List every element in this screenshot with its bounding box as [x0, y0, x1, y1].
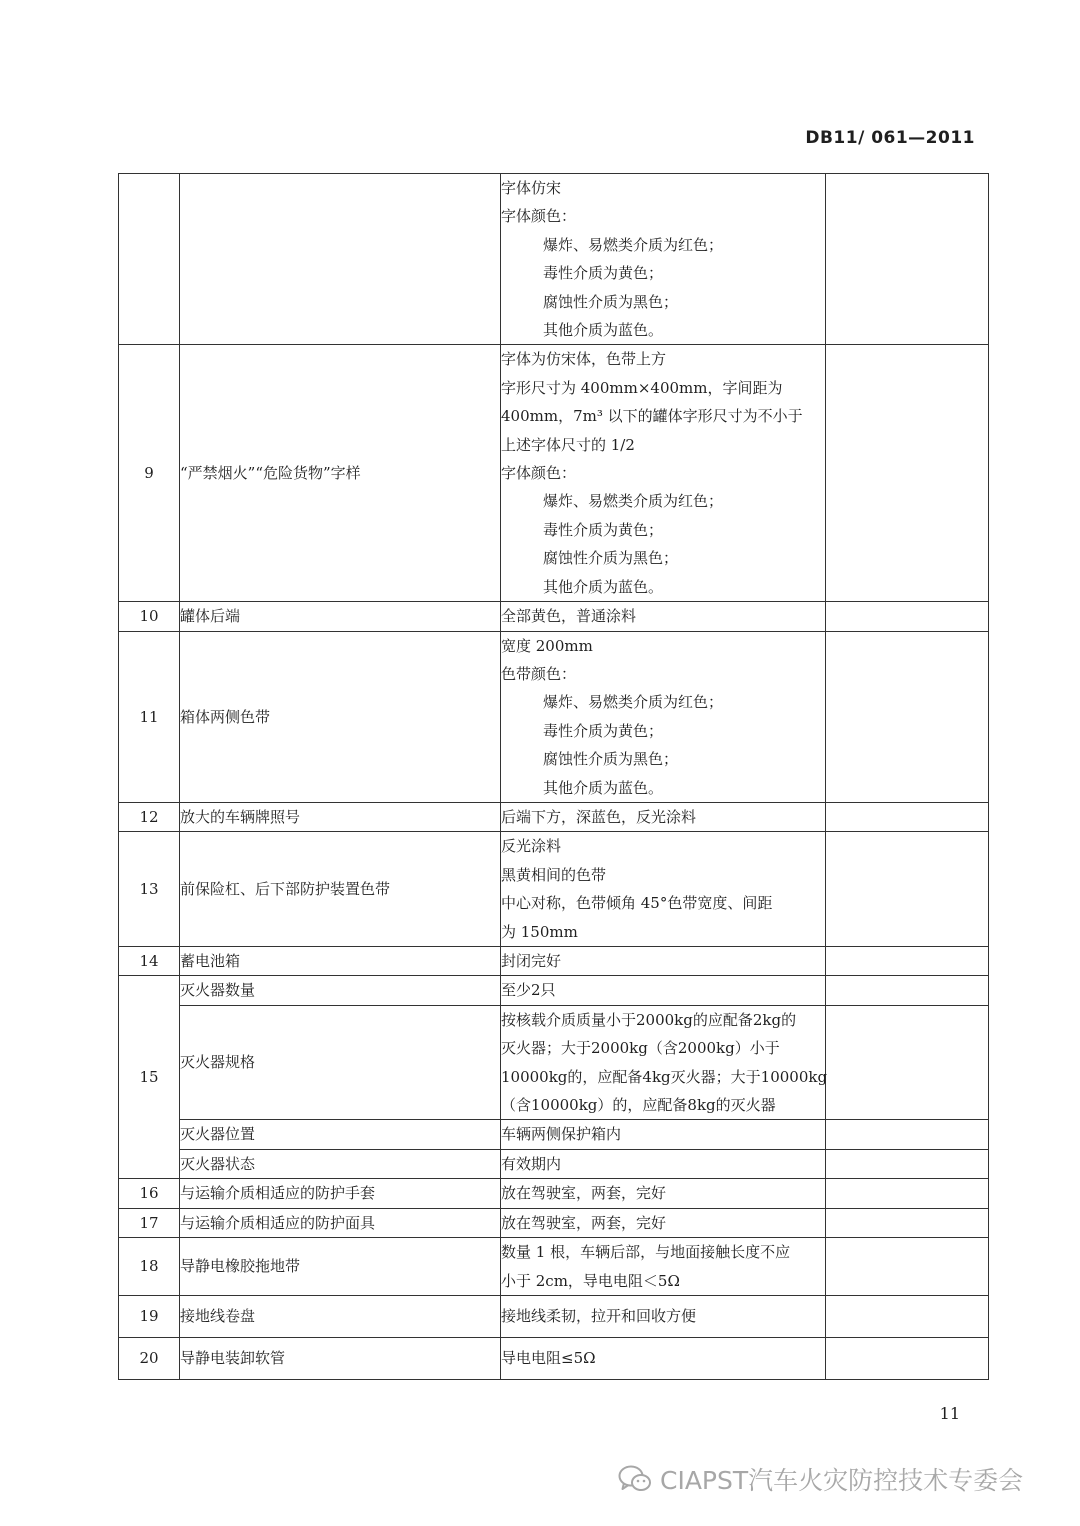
- requirement-line: 放在驾驶室，两套，完好: [501, 1184, 667, 1203]
- requirement-cell: [501, 602, 826, 631]
- watermark-text: CIAPST汽车火灾防控技术专委会: [660, 1466, 1024, 1495]
- requirement-line: 黑黄相间的色带: [501, 865, 607, 884]
- row-number-cell: 11: [119, 631, 180, 802]
- requirement-cell: [501, 946, 826, 975]
- remarks-cell: [826, 1238, 989, 1296]
- requirement-line: 数量 1 根，车辆后部，与地面接触长度不应: [501, 1243, 791, 1262]
- remarks-cell: [826, 345, 989, 602]
- table-row: [119, 1120, 989, 1149]
- row-number-cell: 9: [119, 345, 180, 602]
- requirement-cell: [501, 1238, 826, 1296]
- requirement-cell: [501, 1120, 826, 1149]
- item-cell: 蓄电池箱: [180, 946, 501, 975]
- table-row: [119, 1208, 989, 1237]
- requirement-cell: [501, 832, 826, 947]
- remarks-cell: [826, 802, 989, 831]
- requirement-cell: [501, 631, 826, 802]
- item-cell: 灭火器位置: [180, 1120, 501, 1149]
- remarks-cell: [826, 1296, 989, 1338]
- requirement-line: 爆炸、易燃类介质为红色；: [543, 492, 724, 511]
- requirement-line: 字形尺寸为 400mm×400mm，字间距为: [501, 378, 783, 397]
- table-row: [119, 802, 989, 831]
- item-cell: 箱体两侧色带: [180, 631, 501, 802]
- requirement-line: 字体仿宋: [501, 179, 562, 197]
- requirement-cell: [501, 1296, 826, 1338]
- requirement-cell: [501, 1338, 826, 1380]
- remarks-cell: [826, 631, 989, 802]
- item-cell: 导静电装卸软管: [180, 1338, 501, 1380]
- requirement-line: 接地线柔韧，拉开和回收方便: [501, 1307, 697, 1326]
- requirement-line: 封闭完好: [501, 951, 562, 970]
- remarks-cell: [826, 174, 989, 345]
- item-cell: 放大的车辆牌照号: [180, 802, 501, 831]
- requirement-line: 字体为仿宋体，色带上方: [501, 350, 667, 369]
- row-number-cell: 12: [119, 802, 180, 831]
- table-row: [119, 976, 989, 1005]
- remarks-cell: [826, 976, 989, 1005]
- table-row: [119, 832, 989, 947]
- remarks-cell: [826, 832, 989, 947]
- remarks-cell: [826, 946, 989, 975]
- requirement-line: 车辆两侧保护箱内: [501, 1125, 622, 1144]
- remarks-cell: [826, 1338, 989, 1380]
- requirement-cell: [501, 1208, 826, 1237]
- item-cell: 罐体后端: [180, 602, 501, 631]
- row-number-cell: 10: [119, 602, 180, 631]
- row-number-cell: 16: [119, 1179, 180, 1208]
- requirement-line: 毒性介质为黄色；: [543, 721, 664, 740]
- wechat-icon: [618, 1464, 652, 1494]
- document-code: DB11/ 061—2011: [805, 128, 975, 148]
- remarks-cell: [826, 602, 989, 631]
- requirement-line: 中心对称，色带倾角 45°色带宽度、间距: [501, 894, 773, 913]
- table-row: [119, 1179, 989, 1208]
- item-cell: “严禁烟火”“危险货物”字样: [180, 345, 501, 602]
- requirement-line: 全部黄色，普通涂料: [501, 607, 637, 626]
- item-cell: 与运输介质相适应的防护面具: [180, 1208, 501, 1237]
- row-number-cell: 18: [119, 1238, 180, 1296]
- table-row: [119, 1238, 989, 1296]
- requirement-line: 字体颜色：: [501, 464, 577, 483]
- table-row: [119, 1338, 989, 1380]
- requirement-line: 宽度 200mm: [501, 636, 593, 655]
- table-row: [119, 631, 989, 802]
- requirement-cell: [501, 174, 826, 345]
- requirement-line: 放在驾驶室，两套，完好: [501, 1213, 667, 1232]
- table-row: [119, 174, 989, 345]
- requirement-line: 400mm，7m³ 以下的罐体字形尺寸为不小于: [501, 407, 803, 426]
- item-cell: 导静电橡胶拖地带: [180, 1238, 501, 1296]
- requirement-line: 10000kg的，应配备4kg灭火器；大于10000kg: [501, 1067, 828, 1086]
- requirement-line: 至少2只: [501, 981, 556, 1000]
- item-cell: 前保险杠、后下部防护装置色带: [180, 832, 501, 947]
- requirement-line: 小于 2cm，导电电阻＜5Ω: [501, 1271, 680, 1290]
- requirement-cell: [501, 1149, 826, 1178]
- table-row: [119, 602, 989, 631]
- requirement-line: 上述字体尺寸的 1/2: [501, 435, 635, 454]
- requirement-line: 毒性介质为黄色；: [543, 520, 664, 539]
- row-number-cell: 15: [119, 976, 180, 1179]
- remarks-cell: [826, 1120, 989, 1149]
- requirement-line: 其他介质为蓝色。: [543, 778, 664, 797]
- requirement-cell: [501, 1005, 826, 1120]
- requirement-line: 腐蚀性介质为黑色；: [543, 292, 679, 311]
- requirement-line: 后端下方，深蓝色，反光涂料: [501, 807, 697, 826]
- table-row: [119, 345, 989, 602]
- requirement-line: 色带颜色：: [501, 664, 577, 683]
- remarks-cell: [826, 1208, 989, 1237]
- item-cell: [180, 174, 501, 345]
- row-number-cell: 19: [119, 1296, 180, 1338]
- row-number-cell: 14: [119, 946, 180, 975]
- row-number-cell: 13: [119, 832, 180, 947]
- requirement-line: 爆炸、易燃类介质为红色；: [543, 235, 724, 254]
- item-cell: 灭火器数量: [180, 976, 501, 1005]
- requirement-line: （含10000kg）的，应配备8kg的灭火器: [501, 1096, 776, 1114]
- requirement-line: 其他介质为蓝色。: [543, 321, 664, 340]
- item-cell: 灭火器状态: [180, 1149, 501, 1178]
- requirement-line: 爆炸、易燃类介质为红色；: [543, 693, 724, 712]
- page-number: 11: [939, 1404, 960, 1423]
- remarks-cell: [826, 1149, 989, 1178]
- row-number-cell: 17: [119, 1208, 180, 1237]
- requirement-line: 按核载介质质量小于2000kg的应配备2kg的: [501, 1010, 797, 1029]
- requirement-cell: [501, 1179, 826, 1208]
- requirement-line: 灭火器；大于2000kg（含2000kg）小于: [501, 1039, 780, 1058]
- inspection-spec-table: [118, 173, 989, 1380]
- requirement-cell: [501, 802, 826, 831]
- requirement-line: 其他介质为蓝色。: [543, 577, 664, 596]
- table-row: [119, 1005, 989, 1120]
- row-number-cell: [119, 174, 180, 345]
- item-cell: 灭火器规格: [180, 1005, 501, 1120]
- table-row: [119, 946, 989, 975]
- watermark: [618, 1461, 1058, 1497]
- requirement-line: 有效期内: [501, 1154, 562, 1173]
- requirement-line: 字体颜色：: [501, 207, 577, 226]
- item-cell: 与运输介质相适应的防护手套: [180, 1179, 501, 1208]
- requirement-line: 毒性介质为黄色；: [543, 264, 664, 283]
- requirement-line: 为 150mm: [501, 922, 578, 941]
- requirement-line: 反光涂料: [501, 837, 562, 856]
- table-row: [119, 1149, 989, 1178]
- remarks-cell: [826, 1005, 989, 1120]
- row-number-cell: 20: [119, 1338, 180, 1380]
- requirement-line: 导电电阻≤5Ω: [501, 1349, 596, 1368]
- item-cell: 接地线卷盘: [180, 1296, 501, 1338]
- requirement-line: 腐蚀性介质为黑色；: [543, 750, 679, 769]
- table-row: [119, 1296, 989, 1338]
- requirement-cell: [501, 345, 826, 602]
- requirement-line: 腐蚀性介质为黑色；: [543, 549, 679, 568]
- requirement-cell: [501, 976, 826, 1005]
- remarks-cell: [826, 1179, 989, 1208]
